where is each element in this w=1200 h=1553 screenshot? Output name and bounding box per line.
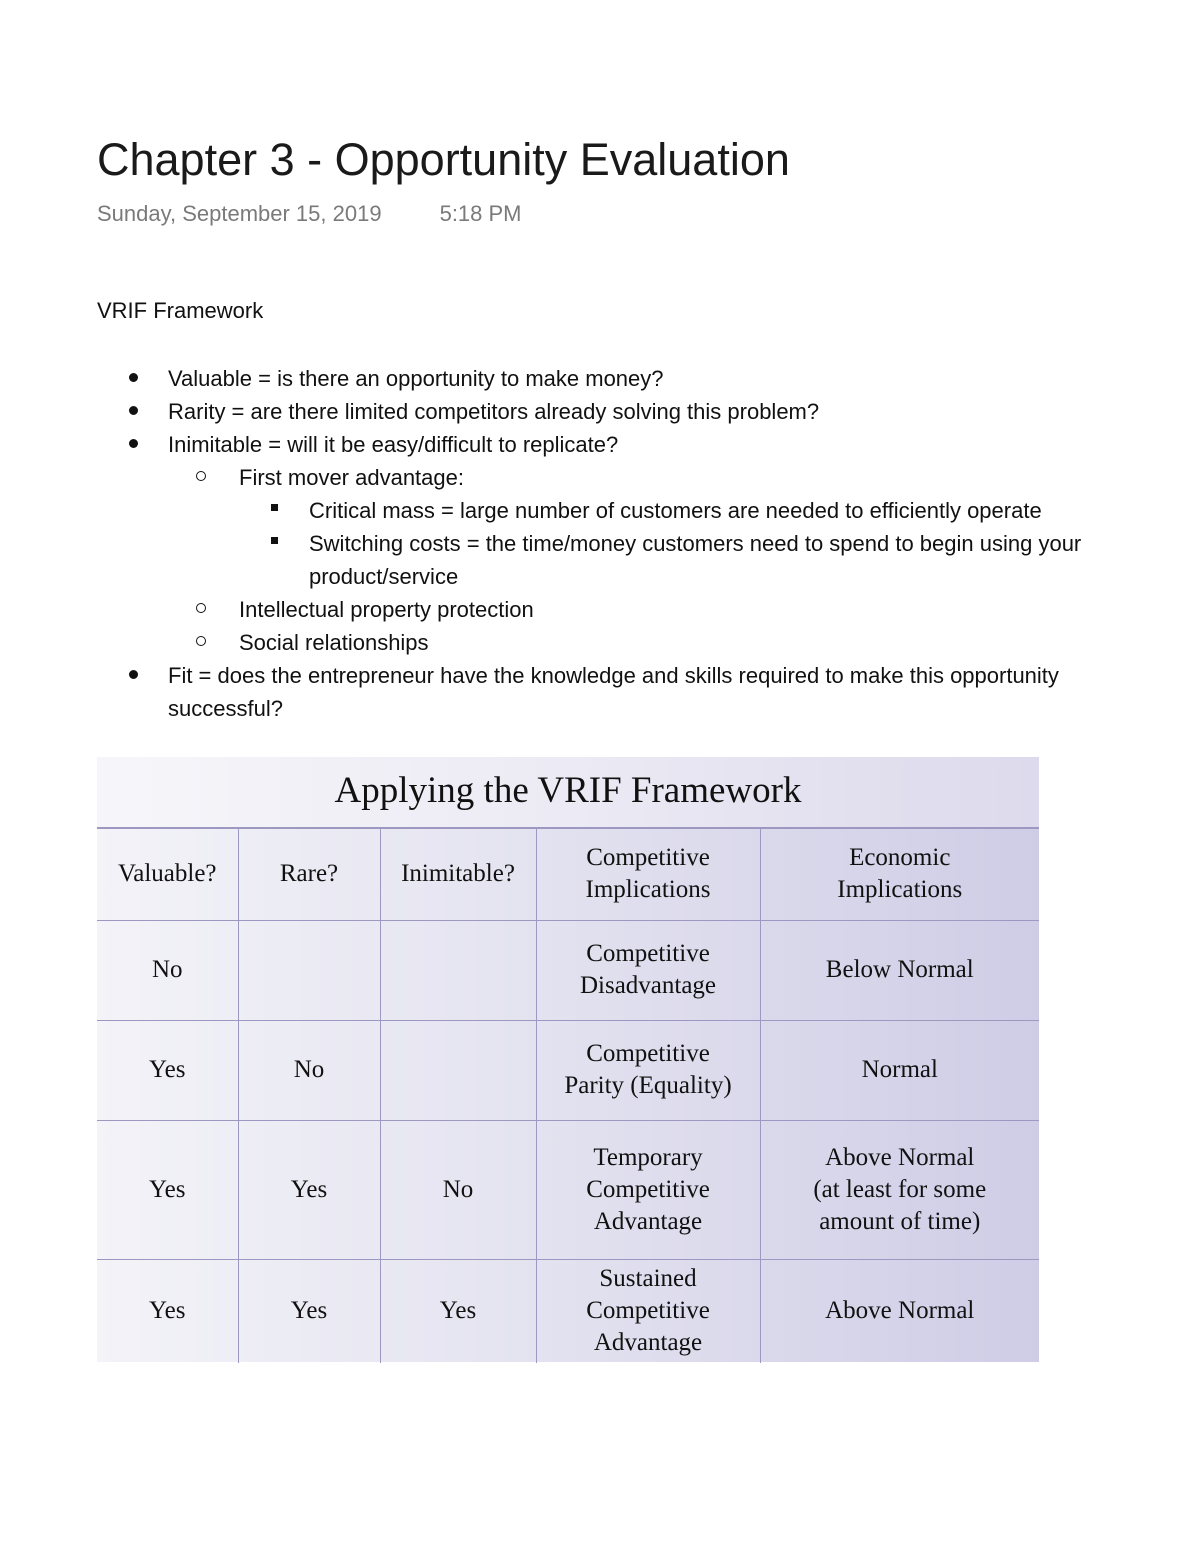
table-row — [97, 920, 1039, 1020]
bullet-critical-mass — [0, 494, 1200, 527]
bullet-circle-icon — [196, 636, 206, 646]
bullet-text: Valuable = is there an opportunity to make money? — [168, 366, 664, 391]
bullet-switching-costs — [0, 527, 1200, 560]
vrif-table — [97, 827, 1039, 1363]
bullet-fit — [0, 659, 1200, 692]
table-cell — [380, 1020, 536, 1120]
bullet-valuable — [0, 362, 1200, 395]
page-date: Sunday, September 15, 2019 — [97, 201, 382, 226]
table-cell: Yes — [97, 1020, 238, 1120]
vrif-notes — [0, 362, 1200, 725]
bullet-inimitable — [0, 428, 1200, 461]
table-cell: Temporary Competitive Advantage — [536, 1120, 760, 1259]
bullet-dot-icon — [129, 439, 138, 448]
table-cell: Yes — [380, 1259, 536, 1363]
header-cell: Inimitable? — [380, 828, 536, 920]
header-cell: Competitive Implications — [536, 828, 760, 920]
figure-title: Applying the VRIF Framework — [97, 757, 1039, 827]
bullet-dot-icon — [129, 406, 138, 415]
header-cell: Valuable? — [97, 828, 238, 920]
bullet-switching-costs-continued: product/service — [309, 564, 459, 589]
table-row — [97, 1020, 1039, 1120]
page-title: Chapter 3 - Opportunity Evaluation — [97, 134, 790, 185]
header-cell: Economic Implications — [760, 828, 1039, 920]
bullet-text: Social relationships — [239, 630, 429, 655]
bullet-dot-icon — [129, 670, 138, 679]
bullet-text: Inimitable = will it be easy/difficult to replicate? — [168, 432, 619, 457]
page-meta — [97, 200, 522, 228]
bullet-circle-icon — [196, 471, 206, 481]
bullet-square-icon — [271, 537, 278, 544]
bullet-social-relationships — [0, 626, 1200, 659]
bullet-rarity — [0, 395, 1200, 428]
bullet-text: Fit = does the entrepreneur have the knowledge and skills required to make this opportunity — [168, 663, 1059, 688]
bullet-text: Switching costs = the time/money customers need to spend to begin using your — [309, 531, 1082, 556]
table-cell: Yes — [238, 1120, 380, 1259]
table-cell: Below Normal — [760, 920, 1039, 1020]
table-cell — [238, 920, 380, 1020]
bullet-text: Rarity = are there limited competitors already solving this problem? — [168, 399, 820, 424]
bullet-ip-protection — [0, 593, 1200, 626]
vrif-framework-figure — [97, 757, 1039, 1362]
bullet-fit-continued: successful? — [168, 696, 283, 721]
table-cell: No — [238, 1020, 380, 1120]
table-cell: Yes — [238, 1259, 380, 1363]
table-cell: No — [97, 920, 238, 1020]
table-header-row — [97, 828, 1039, 920]
bullet-circle-icon — [196, 603, 206, 613]
bullet-square-icon — [271, 504, 278, 511]
table-cell: Above Normal — [760, 1259, 1039, 1363]
table-row — [97, 1259, 1039, 1363]
header-cell: Rare? — [238, 828, 380, 920]
table-cell: Yes — [97, 1120, 238, 1259]
table-cell: Competitive Parity (Equality) — [536, 1020, 760, 1120]
table-cell: Competitive Disadvantage — [536, 920, 760, 1020]
page-time: 5:18 PM — [439, 201, 522, 226]
section-heading: VRIF Framework — [97, 298, 264, 323]
bullet-first-mover — [0, 461, 1200, 494]
table-cell — [380, 920, 536, 1020]
bullet-text: Intellectual property protection — [239, 597, 534, 622]
table-cell: Yes — [97, 1259, 238, 1363]
table-cell: Normal — [760, 1020, 1039, 1120]
bullet-text: Critical mass = large number of customers are needed to efficiently operate — [309, 498, 1042, 523]
table-cell: No — [380, 1120, 536, 1259]
table-row — [97, 1120, 1039, 1259]
bullet-dot-icon — [129, 373, 138, 382]
table-cell: Sustained Competitive Advantage — [536, 1259, 760, 1363]
bullet-text: First mover advantage: — [239, 465, 464, 490]
table-cell: Above Normal (at least for some amount of time) — [760, 1120, 1039, 1259]
